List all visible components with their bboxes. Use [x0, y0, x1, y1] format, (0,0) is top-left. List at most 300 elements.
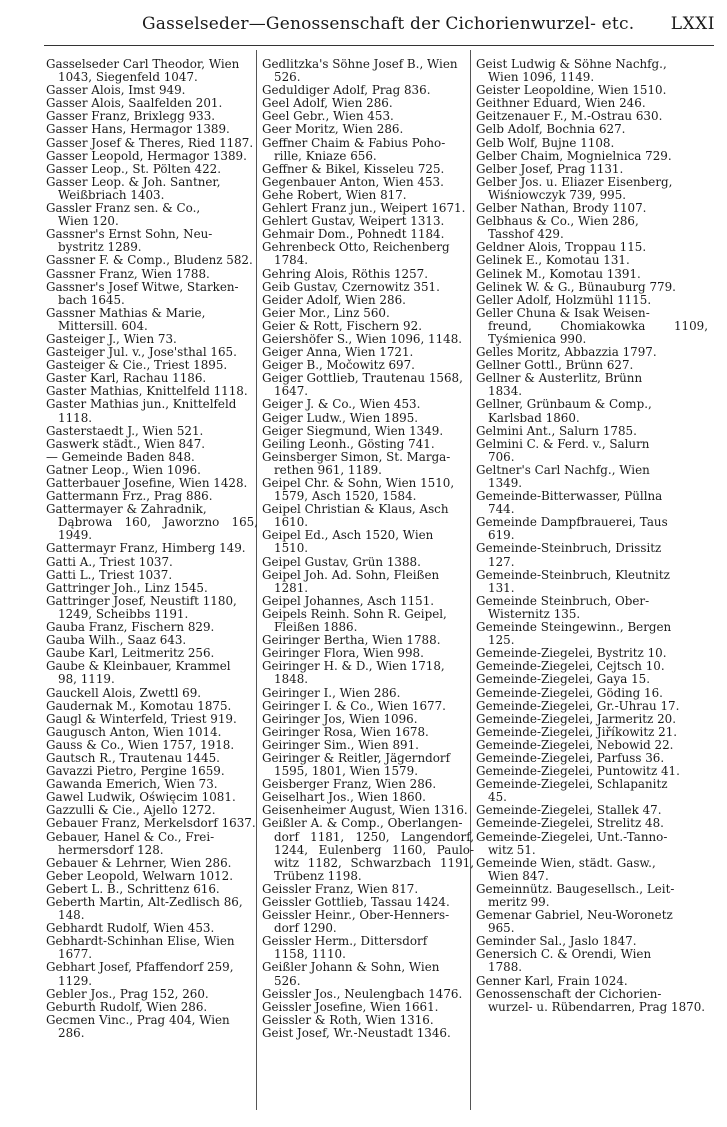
directory-column-3: [476, 58, 708, 1014]
entry-text: Geider Adolf, Wien 286.: [262, 292, 406, 307]
directory-entry: [476, 673, 708, 686]
directory-entry: [476, 857, 708, 883]
entry-continuation: 1848.: [274, 672, 309, 687]
directory-entry: [476, 215, 708, 241]
entry-text: Gasser Alois, Saalfelden 201.: [46, 96, 223, 111]
directory-entry: [476, 948, 708, 974]
directory-entry: [262, 739, 474, 752]
entry-continuation: Wien 120.: [58, 214, 119, 229]
entry-text: Geipels Reinh. Sohn R. Geipel,: [262, 606, 447, 621]
entry-continuation: 706.: [488, 449, 515, 464]
entry-text: Gegenbauer Anton, Wien 453.: [262, 174, 444, 189]
entry-continuation: 148.: [58, 908, 85, 923]
running-title: Gasselseder—Genossenschaft der Cichorienwurzel- etc.: [142, 14, 635, 34]
entry-text: Gaube Karl, Leitmeritz 256.: [46, 646, 215, 661]
directory-entry: [46, 739, 258, 752]
entry-text: Geister Leopoldine, Wien 1510.: [476, 83, 667, 98]
entry-text: Gelb Wolf, Bujne 1108.: [476, 135, 615, 150]
directory-entry: [46, 163, 258, 176]
entry-text: Gawanda Emerich, Wien 73.: [46, 777, 218, 792]
directory-entry: [46, 398, 258, 424]
entry-text: Geißler Johann & Sohn, Wien: [262, 960, 440, 975]
directory-entry: [46, 726, 258, 739]
directory-entry: [476, 281, 708, 294]
entry-text: Geiger Ludw., Wien 1895.: [262, 410, 419, 425]
entry-continuation: 127.: [488, 554, 515, 569]
directory-entry: [262, 438, 474, 451]
entry-text: Gelber Josef, Prag 1131.: [476, 161, 624, 176]
directory-entry: [46, 857, 258, 870]
directory-entry: [46, 935, 258, 961]
directory-entry: [262, 425, 474, 438]
directory-entry: [476, 542, 708, 568]
entry-text: Gemeinnütz. Baugesellsch., Leit-: [476, 881, 675, 896]
entry-continuation: 965.: [488, 921, 515, 936]
directory-entry: [46, 268, 258, 281]
entry-continuation: 619.: [488, 528, 515, 543]
directory-entry: [46, 137, 258, 150]
entry-text: Gasterstaedt J., Wien 521.: [46, 423, 204, 438]
entry-text: Gauba Franz, Fischern 829.: [46, 620, 215, 635]
entry-continuation: bach 1645.: [58, 292, 125, 307]
directory-entry: [262, 307, 474, 320]
entry-text: Gawel Ludwik, Oświęcim 1081.: [46, 790, 236, 805]
directory-entry: [262, 241, 474, 267]
entry-text: Geisenheimer August, Wien 1316.: [262, 803, 468, 818]
entry-text: Gellner, Grünbaum & Comp.,: [476, 397, 652, 412]
directory-entry: [46, 425, 258, 438]
directory-entry: [262, 988, 474, 1001]
entry-text: Gatti L., Triest 1037.: [46, 567, 173, 582]
directory-entry: [46, 542, 258, 555]
directory-entry: [262, 163, 474, 176]
directory-entry: [476, 464, 708, 490]
entry-text: Gemeinde Dampfbrauerei, Taus: [476, 515, 668, 530]
entry-continuation: dorf 1181, 1250, Langendorf, 1244, Eulenberg 1160, Paulo-witz 1182, Schwarzbach 1191, Trübenz 1198.: [274, 829, 474, 883]
entry-text: Gemenar Gabriel, Neu-Woronetz: [476, 908, 673, 923]
directory-entry: [476, 713, 708, 726]
entry-continuation: 1129.: [58, 973, 93, 988]
entry-text: Gasteiger & Cie., Triest 1895.: [46, 358, 228, 373]
directory-entry: [262, 477, 474, 503]
entry-text: Geiringer I. & Co., Wien 1677.: [262, 698, 446, 713]
entry-text: Gebauer Franz, Merkelsdorf 1637.: [46, 816, 256, 831]
entry-text: Gellner Gottl., Brünn 627.: [476, 358, 634, 373]
entry-text: Geduldiger Adolf, Prag 836.: [262, 83, 431, 98]
directory-entry: [262, 608, 474, 634]
directory-column-2: [262, 58, 474, 1040]
directory-column-1: [46, 58, 258, 1040]
entry-text: Gasteiger J., Wien 73.: [46, 331, 177, 346]
entry-text: Geber Leopold, Welwarn 1012.: [46, 868, 234, 883]
entry-text: Gehrenbeck Otto, Reichenberg: [262, 240, 450, 255]
entry-continuation: freund, Chomiakowka 1109, Tyśmienica 990.: [488, 318, 708, 346]
entry-text: Geissler Josefine, Wien 1661.: [262, 999, 439, 1014]
directory-entry: [476, 123, 708, 136]
entry-text: Gaudernak M., Komotau 1875.: [46, 698, 232, 713]
entry-text: Gemeinde-Ziegelei, Nebowid 22.: [476, 737, 674, 752]
entry-continuation: Dąbrowa 160, Jaworzno 165, 1949.: [58, 515, 258, 543]
entry-text: Geipel Gustav, Grün 1388.: [262, 554, 421, 569]
entry-text: Geiling Leonh., Gösting 741.: [262, 436, 435, 451]
entry-text: Gasser Leop., St. Pölten 422.: [46, 161, 222, 176]
directory-entry: [476, 372, 708, 398]
directory-entry: [46, 817, 258, 830]
entry-text: Gassner's Ernst Sohn, Neu-: [46, 227, 213, 242]
entry-text: Gauss & Co., Wien 1757, 1918.: [46, 737, 235, 752]
entry-text: Geel Gebr., Wien 453.: [262, 109, 394, 124]
entry-text: Geiringer & Reitler, Jägerndorf: [262, 750, 451, 765]
entry-text: Gemeinde-Bitterwasser, Püllna: [476, 489, 663, 504]
directory-entry: [46, 281, 258, 307]
entry-text: Geipel Johannes, Asch 1151.: [262, 593, 435, 608]
entry-text: Gemeinde Steingewinn., Bergen: [476, 620, 672, 635]
entry-text: Gattermann Frz., Prag 886.: [46, 489, 213, 504]
entry-text: Geltner's Carl Nachfg., Wien: [476, 462, 650, 477]
entry-text: Gelinek W. & G., Bünauburg 779.: [476, 279, 676, 294]
entry-text: Gemeinde-Ziegelei, Jarmeritz 20.: [476, 711, 676, 726]
entry-text: Geiringer Rosa, Wien 1678.: [262, 724, 429, 739]
directory-entry: [46, 1014, 258, 1040]
directory-entry: [476, 425, 708, 438]
entry-text: Gelles Moritz, Abbazzia 1797.: [476, 345, 657, 360]
entry-continuation: 45.: [488, 790, 507, 805]
entry-continuation: 526.: [274, 973, 301, 988]
directory-entry: [262, 137, 474, 163]
directory-entry: [46, 660, 258, 686]
entry-continuation: 1249, Scheibbs 1191.: [58, 606, 189, 621]
entry-text: Geiringer Jos, Wien 1096.: [262, 711, 418, 726]
directory-entry: [262, 412, 474, 425]
entry-text: Gatner Leop., Wien 1096.: [46, 462, 201, 477]
entry-text: Geitzenauer F., M.-Ostrau 630.: [476, 109, 663, 124]
entry-text: Gelber Jos. u. Eliazer Eisenberg,: [476, 174, 673, 189]
entry-text: Gehring Alois, Röthis 1257.: [262, 266, 429, 281]
entry-text: Geipel Chr. & Sohn, Wien 1510,: [262, 476, 455, 490]
entry-text: Gauba Wilh., Saaz 643.: [46, 633, 187, 648]
page-header: [40, 10, 715, 36]
entry-text: Geier & Rott, Fischern 92.: [262, 318, 422, 333]
entry-text: Gemeinde-Ziegelei, Puntowitz 41.: [476, 764, 680, 779]
entry-continuation: 1158, 1110.: [274, 947, 346, 962]
entry-text: Gebhardt Rudolf, Wien 453.: [46, 921, 215, 936]
directory-entry: [476, 516, 708, 542]
entry-continuation: 1595, 1801, Wien 1579.: [274, 764, 418, 779]
directory-entry: [46, 438, 258, 451]
entry-text: Gasser Leop. & Joh. Santner,: [46, 174, 221, 189]
entry-text: Gemeinde-Ziegelei, Jiříkowitz 21.: [476, 724, 678, 739]
directory-entry: [262, 372, 474, 398]
entry-text: Gaswerk städt., Wien 847.: [46, 436, 206, 451]
entry-continuation: 1579, Asch 1520, 1584.: [274, 489, 417, 504]
directory-entry: [262, 713, 474, 726]
directory-entry: [476, 595, 708, 621]
entry-text: Gasselseder Carl Theodor, Wien: [46, 57, 240, 71]
entry-text: Gelinek M., Komotau 1391.: [476, 266, 641, 281]
entry-text: Gemeinde-Ziegelei, Stallek 47.: [476, 803, 662, 818]
entry-text: Gemeinde Steinbruch, Ober-: [476, 593, 650, 608]
entry-text: Gasser Hans, Hermagor 1389.: [46, 122, 230, 137]
entry-text: Geller Adolf, Holzmühl 1115.: [476, 292, 652, 307]
entry-text: Gebler Jos., Prag 152, 260.: [46, 986, 209, 1001]
directory-entry: [476, 163, 708, 176]
entry-text: Geist Josef, Wr.-Neustadt 1346.: [262, 1025, 451, 1040]
entry-text: Gemeinde-Ziegelei, Bystritz 10.: [476, 646, 667, 661]
entry-text: Gemeinde-Ziegelei, Strelitz 48.: [476, 816, 664, 831]
directory-entry: [46, 582, 258, 595]
entry-text: Geiringer Sim., Wien 891.: [262, 737, 419, 752]
entry-continuation: 1784.: [274, 253, 309, 268]
directory-entry: [476, 975, 708, 988]
directory-entry: [46, 687, 258, 700]
entry-text: Gedlitzka's Söhne Josef B., Wien: [262, 57, 458, 71]
entry-text: Geel Adolf, Wien 286.: [262, 96, 393, 111]
entry-continuation: meritz 99.: [488, 895, 550, 909]
entry-text: Geist Ludwig & Söhne Nachfg.,: [476, 57, 667, 71]
entry-text: Gassner Mathias & Marie,: [46, 305, 206, 320]
entry-text: Gelbhaus & Co., Wien 286,: [476, 214, 639, 229]
entry-continuation: 526.: [274, 70, 301, 85]
entry-text: Genossenschaft der Cichorien-: [476, 986, 662, 1001]
directory-entry: [262, 123, 474, 136]
entry-text: Gasser Alois, Imst 949.: [46, 83, 186, 98]
directory-entry: [476, 137, 708, 150]
directory-entry: [262, 503, 474, 529]
entry-continuation: Wiśniowczyk 739, 995.: [488, 187, 627, 202]
directory-entry: [476, 778, 708, 804]
directory-entry: [476, 398, 708, 424]
entry-continuation: rethen 961, 1189.: [274, 462, 382, 477]
entry-text: Geiger Anna, Wien 1721.: [262, 345, 414, 360]
entry-continuation: 1647.: [274, 384, 309, 399]
entry-text: Geinsberger Simon, St. Marga-: [262, 449, 451, 464]
directory-entry: [262, 294, 474, 307]
entry-text: Geberth Martin, Alt-Zedlisch 86,: [46, 895, 243, 909]
directory-entry: [46, 896, 258, 922]
directory-entry: [476, 176, 708, 202]
directory-entry: [46, 713, 258, 726]
entry-text: Gelber Chaim, Mognielnica 729.: [476, 148, 672, 163]
entry-text: Gassner Franz, Wien 1788.: [46, 266, 210, 281]
entry-text: Geer Moritz, Wien 286.: [262, 122, 404, 137]
directory-entry: [262, 176, 474, 189]
entry-text: Gaube & Kleinbauer, Krammel: [46, 659, 231, 674]
entry-text: Geiger B., Močowitz 697.: [262, 358, 415, 373]
entry-text: Gemeinde-Ziegelei, Cejtsch 10.: [476, 659, 665, 674]
entry-text: Gebhart Josef, Pfaffendorf 259,: [46, 960, 234, 975]
directory-entry: [262, 909, 474, 935]
entry-text: Gautsch R., Trautenau 1445.: [46, 750, 220, 765]
entry-continuation: Karlsbad 1860.: [488, 410, 580, 425]
entry-text: Genner Karl, Frain 1024.: [476, 973, 628, 988]
entry-text: Geib Gustav, Czernowitz 351.: [262, 279, 440, 294]
entry-text: Geiger J. & Co., Wien 453.: [262, 397, 421, 412]
directory-entry: [262, 687, 474, 700]
entry-text: Gasser Franz, Brixlegg 933.: [46, 109, 216, 124]
entry-text: Gatti A., Triest 1037.: [46, 554, 173, 569]
directory-entry: [476, 150, 708, 163]
entry-text: Geiringer H. & D., Wien 1718,: [262, 659, 445, 674]
entry-text: Gaster Karl, Rachau 1186.: [46, 371, 207, 386]
directory-entry: [476, 817, 708, 830]
entry-text: Gaugl & Winterfeld, Triest 919.: [46, 711, 237, 726]
entry-text: Gemeinde-Ziegelei, Gaya 15.: [476, 672, 651, 687]
entry-text: Gattringer Joh., Linz 1545.: [46, 580, 208, 595]
entry-continuation: witz 51.: [488, 842, 536, 857]
entry-text: Gecmen Vinc., Prag 404, Wien: [46, 1012, 230, 1027]
directory-entry: [262, 529, 474, 555]
entry-text: Gelb Adolf, Bochnia 627.: [476, 122, 626, 137]
entry-text: Gehlert Franz jun., Weipert 1671.: [262, 201, 466, 216]
directory-entry: [476, 58, 708, 84]
entry-continuation: 744.: [488, 502, 515, 517]
entry-continuation: Wien 847.: [488, 868, 549, 883]
directory-entry: [46, 1001, 258, 1014]
entry-continuation: Tasshof 429.: [488, 227, 564, 242]
directory-entry: [476, 254, 708, 267]
entry-text: Geipel Joh. Ad. Sohn, Fleißen: [262, 567, 440, 582]
directory-entry: [262, 1001, 474, 1014]
directory-entry: [262, 320, 474, 333]
entry-text: Gemeinde-Ziegelei, Parfuss 36.: [476, 750, 665, 765]
entry-text: Gassner's Josef Witwe, Starken-: [46, 279, 239, 294]
directory-entry: [46, 254, 258, 267]
entry-continuation: 1043, Siegenfeld 1047.: [58, 70, 198, 85]
directory-entry: [476, 726, 708, 739]
directory-entry: [262, 451, 474, 477]
entry-text: Gemeinde-Ziegelei, Göding 16.: [476, 685, 663, 700]
directory-entry: [262, 700, 474, 713]
entry-text: Gebhardt-Schinhan Elise, Wien: [46, 934, 235, 949]
entry-text: Geissler Herm., Dittersdorf: [262, 934, 428, 949]
directory-entry: [262, 58, 474, 84]
entry-text: Gazzulli & Cie., Ajello 1272.: [46, 803, 216, 818]
directory-entry: [46, 503, 258, 542]
entry-continuation: 1281.: [274, 580, 309, 595]
entry-text: Geiringer Flora, Wien 998.: [262, 646, 424, 661]
entry-continuation: Wisternitz 135.: [488, 606, 581, 621]
directory-entry: [46, 150, 258, 163]
entry-text: Gassner F. & Comp., Bludenz 582.: [46, 253, 253, 268]
entry-text: Geipel Ed., Asch 1520, Wien: [262, 528, 434, 543]
directory-entry: [262, 268, 474, 281]
directory-entry: [46, 58, 258, 84]
entry-text: Geiger Gottlieb, Trautenau 1568,: [262, 371, 463, 386]
directory-entry: [46, 988, 258, 1001]
directory-entry: [476, 909, 708, 935]
entry-text: Gattringer Josef, Neustift 1180,: [46, 593, 237, 608]
entry-text: Gelber Nathan, Brody 1107.: [476, 201, 647, 216]
entry-text: Geburth Rudolf, Wien 286.: [46, 999, 208, 1014]
directory-entry: [476, 988, 708, 1014]
entry-text: Gasteiger Jul. v., Jose'sthal 165.: [46, 345, 237, 360]
directory-entry: [46, 700, 258, 713]
directory-entry: [46, 870, 258, 883]
entry-continuation: 1118.: [58, 410, 93, 425]
directory-entry: [476, 294, 708, 307]
page-number: LXXI: [670, 14, 715, 34]
directory-entry: [46, 569, 258, 582]
entry-continuation: 131.: [488, 580, 515, 595]
entry-continuation: 1349.: [488, 476, 523, 490]
directory-entry: [262, 595, 474, 608]
entry-text: Geissler Heinr., Ober-Henners-: [262, 908, 450, 923]
entry-text: Gavazzi Pietro, Pergine 1659.: [46, 764, 225, 779]
entry-continuation: Wien 1096, 1149.: [488, 70, 595, 85]
entry-text: Geisberger Franz, Wien 286.: [262, 777, 437, 792]
entry-text: Gaster Mathias jun., Knittelfeld: [46, 397, 237, 412]
entry-continuation: 98, 1119.: [58, 672, 115, 687]
directory-entry: [262, 660, 474, 686]
directory-entry: [46, 451, 258, 464]
directory-entry: [46, 307, 258, 333]
entry-continuation: 1510.: [274, 541, 309, 556]
directory-entry: [262, 1014, 474, 1027]
entry-text: Geier Mor., Linz 560.: [262, 305, 390, 320]
entry-text: Gelmini C. & Ferd. v., Salurn: [476, 436, 650, 451]
directory-entry: [476, 490, 708, 516]
directory-entry: [476, 569, 708, 595]
entry-continuation: 125.: [488, 633, 515, 648]
directory-entry: [262, 556, 474, 569]
entry-continuation: Fleißen 1886.: [274, 620, 358, 635]
directory-entry: [46, 595, 258, 621]
entry-text: Gatterbauer Josefine, Wien 1428.: [46, 476, 248, 490]
directory-entry: [262, 726, 474, 739]
entry-text: Gaster Mathias, Knittelfeld 1118.: [46, 384, 248, 399]
entry-text: Geller Chuna & Isak Weisen-: [476, 305, 650, 320]
entry-text: Geipel Christian & Klaus, Asch: [262, 502, 449, 517]
directory-entry: [476, 268, 708, 281]
entry-text: Gemeinde-Ziegelei, Schlapanitz: [476, 777, 668, 792]
entry-text: Geissler Jos., Neulengbach 1476.: [262, 986, 463, 1001]
entry-text: Geffner & Bikel, Kisseleu 725.: [262, 161, 445, 176]
directory-entry: [262, 961, 474, 987]
directory-entry: [46, 961, 258, 987]
entry-text: Gattermayr Franz, Himberg 149.: [46, 541, 246, 556]
entry-text: Geminder Sal., Jaslo 1847.: [476, 934, 637, 949]
directory-entry: [476, 687, 708, 700]
entry-text: Geiershöfer S., Wien 1096, 1148.: [262, 331, 463, 346]
directory-entry: [46, 556, 258, 569]
entry-text: Gebauer & Lehrner, Wien 286.: [46, 855, 232, 870]
header-rule: [44, 45, 714, 46]
entry-text: Gellner & Austerlitz, Brünn: [476, 371, 643, 386]
entry-text: Geffner Chaim & Fabius Poho-: [262, 135, 446, 150]
entry-continuation: hermersdorf 128.: [58, 842, 164, 857]
entry-text: Gelmini Ant., Salurn 1785.: [476, 423, 637, 438]
entry-text: Gattermayer & Zahradnik,: [46, 502, 207, 517]
entry-continuation: 286.: [58, 1025, 85, 1040]
entry-text: Geiringer Bertha, Wien 1788.: [262, 633, 441, 648]
entry-continuation: 1788.: [488, 960, 523, 975]
directory-entry: [476, 831, 708, 857]
entry-continuation: rille, Kniaze 656.: [274, 148, 377, 163]
entry-text: Gassler Franz sen. & Co.,: [46, 201, 201, 216]
entry-text: Gemeinde-Ziegelei, Gr.-Uhrau 17.: [476, 698, 680, 713]
directory-entry: [476, 438, 708, 464]
directory-entry: [476, 621, 708, 647]
entry-text: Gehmair Dom., Pohnedt 1184.: [262, 227, 445, 242]
entry-text: Geissler Gottlieb, Tassau 1424.: [262, 895, 450, 909]
directory-entry: [262, 935, 474, 961]
entry-text: Geiringer I., Wien 286.: [262, 685, 401, 700]
directory-entry: [262, 817, 474, 882]
directory-entry: [262, 398, 474, 411]
directory-entry: [262, 569, 474, 595]
directory-entry: [476, 883, 708, 909]
entry-text: Gemeinde-Steinbruch, Kleutnitz: [476, 567, 670, 582]
